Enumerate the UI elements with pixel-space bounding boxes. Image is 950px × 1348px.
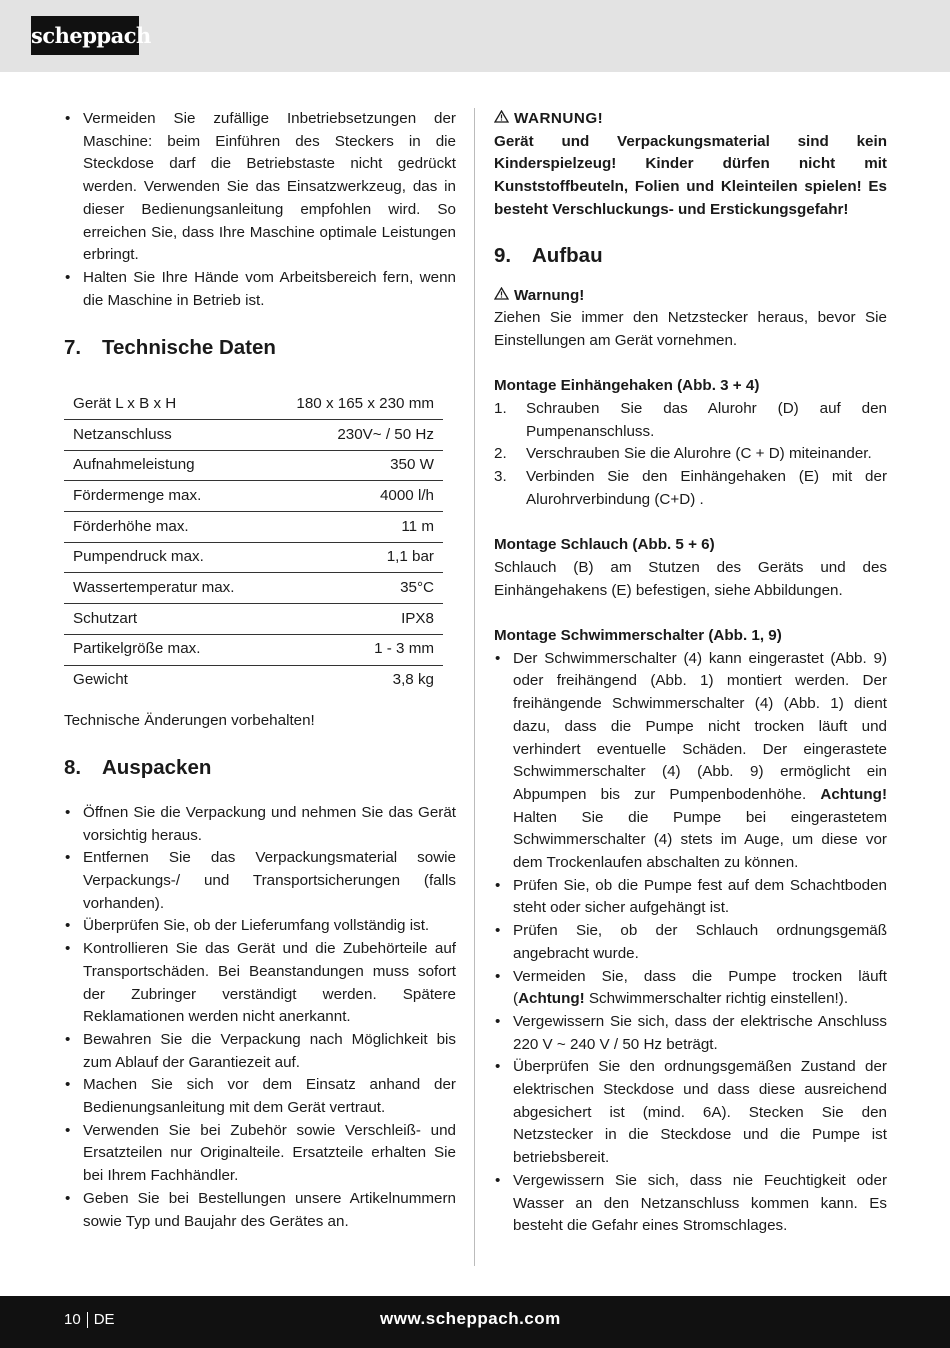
table-row	[64, 481, 443, 512]
spec-value: 3,8 kg	[392, 671, 434, 688]
section-number: 7.	[64, 336, 82, 360]
website-link[interactable]: www.scheppach.com	[380, 1309, 561, 1328]
section-title: Aufbau	[532, 243, 603, 267]
list-item: • Halten Sie Ihre Hände vom Arbeitsbereich fern, wenn die Maschine in Betrieb ist.	[64, 267, 456, 312]
technical-data-table	[64, 389, 443, 695]
left-column	[64, 108, 456, 1233]
warning-triangle-icon	[494, 285, 510, 308]
technical-changes-note: Technische Änderungen vorbehalten!	[64, 712, 315, 730]
page-number: 10	[64, 1311, 81, 1328]
section-title: Technische Daten	[102, 336, 276, 360]
page-footer	[0, 1296, 950, 1348]
warning-triangle-icon	[494, 108, 510, 131]
float-switch-list	[494, 648, 887, 1238]
list-item: • Bewahren Sie die Verpackung nach Möglichkeit bis zum Ablauf der Garantiezeit auf.	[64, 1029, 456, 1074]
table-row	[64, 389, 443, 419]
spec-label: Netzanschluss	[64, 420, 267, 451]
column-divider	[474, 108, 475, 1266]
section-heading-technical-data	[64, 334, 456, 362]
table-row	[64, 634, 443, 665]
section-heading-unpacking	[64, 754, 456, 782]
spec-label: Wassertemperatur max.	[64, 573, 267, 604]
table-row	[64, 665, 443, 695]
spec-label: Schutzart	[64, 604, 267, 635]
spec-value: 230V~ / 50 Hz	[267, 420, 443, 451]
warning2-heading	[494, 285, 887, 308]
intro-list	[64, 108, 456, 312]
list-item: • Öffnen Sie die Verpackung und nehmen Sie das Gerät vorsichtig heraus.	[64, 802, 456, 847]
list-item	[494, 966, 887, 1011]
mount-hose-title: Montage Schlauch (Abb. 5 + 6)	[494, 536, 715, 554]
step-number: 1.	[494, 400, 507, 418]
item-text: Vermeiden Sie, dass die Pumpe trocken läuft (	[513, 967, 887, 1008]
attention-label: Achtung!	[820, 785, 887, 803]
list-item	[494, 443, 887, 466]
step-text: Verbinden Sie den Einhängehaken (E) mit der Alurohrverbindung (C+D) .	[526, 468, 887, 508]
section-title: Auspacken	[102, 755, 212, 779]
spec-value: 180 x 165 x 230 mm	[267, 389, 443, 419]
section-heading-assembly	[494, 242, 887, 270]
list-item: • Verwenden Sie bei Zubehör sowie Verschleiß- und Ersatzteilen nur Originalteile. Ersatzteile erhalten Sie bei Ihrem Fachhändler.	[64, 1120, 456, 1188]
table-row	[64, 573, 443, 604]
separator	[87, 1312, 88, 1328]
mount-hook-title: Montage Einhängehaken (Abb. 3 + 4)	[494, 377, 760, 395]
spec-label: Gerät L x B x H	[64, 389, 267, 419]
list-item: • Überprüfen Sie, ob der Lieferumfang vollständig ist.	[64, 915, 456, 938]
spec-label: Partikelgröße max.	[64, 634, 267, 665]
step-number: 3.	[494, 468, 507, 486]
table-row	[64, 450, 443, 481]
spec-value: 11 m	[267, 512, 443, 543]
step-number: 2.	[494, 445, 507, 463]
spec-value: 35°C	[267, 573, 443, 604]
mount-hose-text: Schlauch (B) am Stutzen des Geräts und des Einhängehakens (E) befestigen, siehe Abbildungen.	[494, 558, 887, 599]
section-number: 8.	[64, 755, 82, 779]
list-item: • Vergewissern Sie sich, dass der elektrische Anschluss 220 V ~ 240 V / 50 Hz beträgt.	[494, 1011, 887, 1056]
language-code: DE	[93, 1311, 115, 1328]
mount-hook-steps	[494, 398, 887, 512]
spec-value: 4000 l/h	[267, 481, 443, 512]
mount-float-title: Montage Schwimmerschalter (Abb. 1, 9)	[494, 627, 782, 645]
list-item: • Geben Sie bei Bestellungen unsere Artikelnummern sowie Typ und Baujahr des Gerätes an.	[64, 1188, 456, 1233]
item-text: Halten Sie die Pumpe bei eingerastetem Schwimmerschalter (4) stets im Auge, um diese vor dem Trockenlaufen abschalten zu können.	[513, 808, 887, 872]
warning-title: WARNUNG!	[514, 110, 604, 127]
item-text: Schwimmerschalter richtig einstellen!).	[584, 990, 849, 1008]
spec-value: 350 W	[267, 450, 443, 481]
spec-label: Aufnahmeleistung	[64, 450, 267, 481]
spec-label: Fördermenge max.	[64, 481, 267, 512]
warning-heading	[494, 108, 887, 131]
list-item	[494, 398, 887, 443]
list-item: • Prüfen Sie, ob die Pumpe fest auf dem Schachtboden steht oder sicher aufgehängt ist.	[494, 875, 887, 920]
list-item: • Vermeiden Sie zufällige Inbetriebsetzungen der Maschine: beim Einführen des Steckers in die Steckdose darf die Betriebstaste nicht gedrückt werden. Verwenden Sie das Einsatzwerkzeug, das in dieser Bedienungsanleitung empfohlen wird. So erreichen Sie, dass Ihre Maschine optimale Leistungen erbringt.	[64, 108, 456, 267]
attention-label: Achtung!	[518, 990, 585, 1008]
table-row	[64, 512, 443, 543]
table-row	[64, 420, 443, 451]
right-column	[494, 108, 887, 1238]
list-item: • Entfernen Sie das Verpackungsmaterial sowie Verpackungs-/ und Transportsicherungen (falls vorhanden).	[64, 847, 456, 915]
warning2-title: Warnung!	[514, 286, 585, 304]
spec-value: 1 - 3 mm	[267, 634, 443, 665]
list-item: • Kontrollieren Sie das Gerät und die Zubehörteile auf Transportschäden. Bei Beanstandungen muss sofort der Zubringer verständigt werden. Spätere Reklamationen werden nicht anerkannt.	[64, 938, 456, 1029]
warning2-text: Ziehen Sie immer den Netzstecker heraus, bevor Sie Einstellungen am Gerät vornehmen.	[494, 309, 887, 349]
list-item: • Prüfen Sie, ob der Schlauch ordnungsgemäß angebracht wurde.	[494, 920, 887, 965]
list-item	[494, 648, 887, 875]
list-item	[494, 466, 887, 511]
page-header	[0, 0, 950, 72]
section-number: 9.	[494, 243, 512, 267]
spec-label: Pumpendruck max.	[64, 542, 267, 573]
step-text: Schrauben Sie das Alurohr (D) auf den Pumpenanschluss.	[526, 400, 887, 440]
item-text: Der Schwimmerschalter (4) kann eingerastet (Abb. 9) oder freihängend (Abb. 1) montiert werden. Der freihängende Schwimmerschalter (4) (Abb. 1) dient dazu, dass die Pumpe nicht trocken läuft und verhindert eventuelle Schäden. Der eingerastete Schwimmerschalter (4) (Abb. 9) ermöglicht ein Abpumpen bis zur Pumpenbodenhöhe.	[513, 649, 887, 803]
spec-value: IPX8	[267, 604, 443, 635]
list-item: • Machen Sie sich vor dem Einsatz anhand der Bedienungsanleitung mit dem Gerät vertraut.	[64, 1074, 456, 1119]
spec-value: 1,1 bar	[267, 542, 443, 573]
spec-label: Förderhöhe max.	[64, 512, 267, 543]
list-item: • Vergewissern Sie sich, dass nie Feuchtigkeit oder Wasser an den Netzanschluss kommen kann. Es besteht die Gefahr eines Stromschlages.	[494, 1170, 887, 1238]
table-row	[64, 542, 443, 573]
brand-logo-text: scheppach	[31, 23, 151, 48]
warning-text: Gerät und Verpackungsmaterial sind kein Kinderspielzeug! Kinder dürfen nicht mit Kunststoffbeuteln, Folien und Kleinteilen spielen! Es besteht Verschluckungs- und Erstickungsgefahr!	[494, 132, 887, 218]
page-indicator	[64, 1311, 115, 1328]
step-text: Verschrauben Sie die Alurohre (C + D) miteinander.	[526, 445, 872, 463]
unpacking-list	[64, 802, 456, 1233]
brand-logo	[31, 16, 151, 55]
spec-label: Gewicht	[73, 671, 128, 688]
list-item: • Überprüfen Sie den ordnungsgemäßen Zustand der elektrischen Steckdose und dass diese ausreichend abgesichert ist (mind. 6A). Stecken Sie den Netzstecker in die Steckdose und die Pumpe ist betriebsbereit.	[494, 1056, 887, 1170]
table-row	[64, 604, 443, 635]
